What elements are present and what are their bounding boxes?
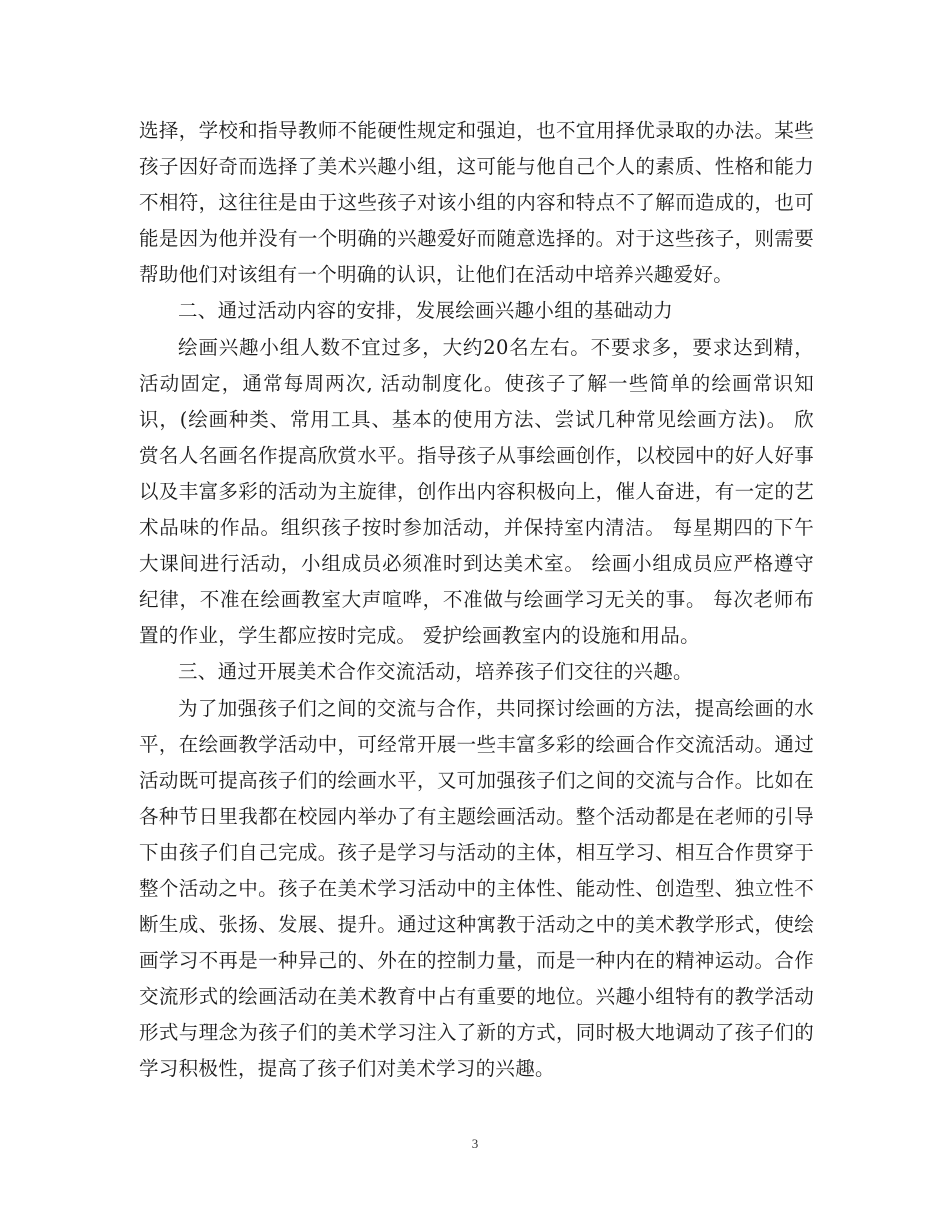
paragraph-continuation: 选择，学校和指导教师不能硬性规定和强迫，也不宜用择优录取的办法。某些孩子因好奇而选择了美术兴趣小组，这可能与他自己个人的素质、性格和能力不相符，这往往是由于这些孩子对该小组的内容和特点不了解而造成的，也可能是因为他并没有一个明确的兴趣爱好而随意选择的。对于这些孩子，则需要帮助他们对该组有一个明确的认识，让他们在活动中培养兴趣爱好。 [139,119,814,287]
paragraph-group-size: 绘画兴趣小组人数不宜过多，大约20名左右。不要求多，要求达到精，活动固定，通常每周两次, 活动制度化。使孩子了解一些简单的绘画常识知识，(绘画种类、常用工具、基本的使用方法、尝试几种常见绘画方法)。 欣赏名人名画名作提高欣赏水平。指导孩子从事绘画创作，以校园中的好人好事以及丰富多彩的活动为主旋律，创作出内容积极向上，催人奋进，有一定的艺术品味的作品。组织孩子按时参加活动，并保持室内清洁。 每星期四的下午大课间进行活动，小组成员必须准时到达美术室。 绘画小组成员应严格遵守纪律，不准在绘画教室大声喧哗，不准做与绘画学习无关的事。 每次老师布置的作业，学生都应按时完成。 爱护绘画教室内的设施和用品。 [139,335,814,648]
document-body [139,113,814,1088]
page-number: 3 [471,1136,479,1151]
paragraph-cooperation: 为了加强孩子们之间的交流与合作，共同探讨绘画的方法，提高绘画的水平，在绘画教学活动中，可经常开展一些丰富多彩的绘画合作交流活动。通过活动既可提高孩子们的绘画水平，又可加强孩子们之间的交流与合作。比如在各种节日里我都在校园内举办了有主题绘画活动。整个活动都是在老师的引导下由孩子们自己完成。孩子是学习与活动的主体，相互学习、相互合作贯穿于整个活动之中。孩子在美术学习活动中的主体性、能动性、创造型、独立性不断生成、张扬、发展、提升。通过这种寓教于活动之中的美术教学形式，使绘画学习不再是一种异己的、外在的控制力量，而是一种内在的精神运动。合作交流形式的绘画活动在美术教育中占有重要的地位。兴趣小组特有的教学活动形式与理念为孩子们的美术学习注入了新的方式，同时极大地调动了孩子们的学习积极性，提高了孩子们对美术学习的兴趣。 [139,696,814,1081]
section-heading-two: 二、通过活动内容的安排，发展绘画兴趣小组的基础动力 [178,299,674,323]
section-heading-three: 三、通过开展美术合作交流活动，培养孩子们交往的兴趣。 [178,660,693,684]
